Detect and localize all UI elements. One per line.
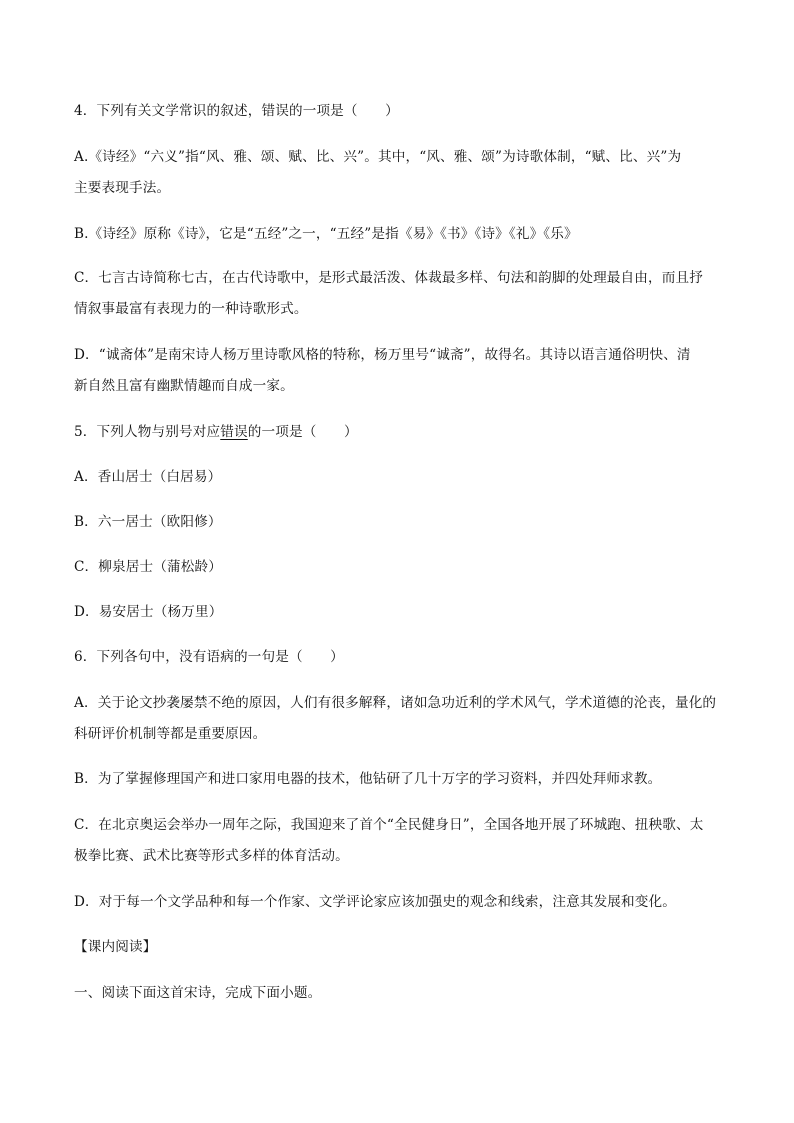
question-5-option-a: A．香山居士（白居易） bbox=[74, 469, 222, 485]
question-4-option-d-line-1: D．“诚斋体”是南宋诗人杨万里诗歌风格的特称，杨万里号“诚斋”，故得名。其诗以语言通俗明快、清 bbox=[74, 347, 691, 363]
question-4-option-d-line-2: 新自然且富有幽默情趣而自成一家。 bbox=[74, 378, 294, 394]
question-6-option-c-line-2: 极拳比赛、武术比赛等形式多样的体育活动。 bbox=[74, 848, 349, 864]
question-4-option-c-line-1: C．七言古诗简称七古，在古代诗歌中，是形式最活泼、体裁最多样、句法和韵脚的处理最自由，而且抒 bbox=[74, 270, 704, 286]
question-6-option-a-line-1: A．关于论文抄袭屡禁不绝的原因，人们有很多解释，诸如急功近利的学术风气，学术道德的沦丧，量化的 bbox=[74, 695, 717, 711]
question-5-option-c: C．柳泉居士（蒲松龄） bbox=[74, 559, 222, 575]
question-4-stem: 4．下列有关文学常识的叙述，错误的一项是（ ） bbox=[74, 103, 399, 119]
question-4-option-c-line-2: 情叙事最富有表现力的一种诗歌形式。 bbox=[74, 301, 308, 317]
question-6-stem: 6．下列各句中，没有语病的一句是（ ） bbox=[74, 649, 344, 665]
section-instruction: 一、阅读下面这首宋诗，完成下面小题。 bbox=[74, 985, 322, 1001]
question-6-option-b: B．为了掌握修理国产和进口家用电器的技术，他钻研了几十万字的学习资料，并四处拜师求教。 bbox=[74, 771, 662, 787]
question-4-option-a-line-2: 主要表现手法。 bbox=[74, 180, 171, 196]
section-heading: 【课内阅读】 bbox=[74, 939, 157, 955]
question-6-option-a-line-2: 科研评价机制等都是重要原因。 bbox=[74, 726, 267, 742]
question-5-stem bbox=[74, 423, 734, 441]
question-5-option-d: D．易安居士（杨万里） bbox=[74, 604, 223, 620]
question-5-stem-suffix: 的一项是（ ） bbox=[247, 424, 358, 440]
question-4-option-b: B.《诗经》原称《诗》，它是“五经”之一，“五经”是指《易》《书》《诗》《礼》《乐》 bbox=[74, 226, 578, 242]
question-4-option-a-line-1: A.《诗经》“六义”指“风、雅、颂、赋、比、兴”。其中，“风、雅、颂”为诗歌体制，“赋、比、兴”为 bbox=[74, 149, 682, 165]
question-5-option-b: B．六一居士（欧阳修） bbox=[74, 514, 222, 530]
question-5-stem-prefix: 5．下列人物与别号对应 bbox=[74, 424, 221, 440]
question-5-stem-underlined: 错误 bbox=[220, 424, 248, 440]
question-6-option-c-line-1: C．在北京奥运会举办一周年之际，我国迎来了首个“全民健身日”，全国各地开展了环城跑、扭秧歌、太 bbox=[74, 817, 704, 833]
question-6-option-d: D．对于每一个文学品种和每一个作家、文学评论家应该加强史的观念和线索，注意其发展和变化。 bbox=[74, 894, 677, 910]
